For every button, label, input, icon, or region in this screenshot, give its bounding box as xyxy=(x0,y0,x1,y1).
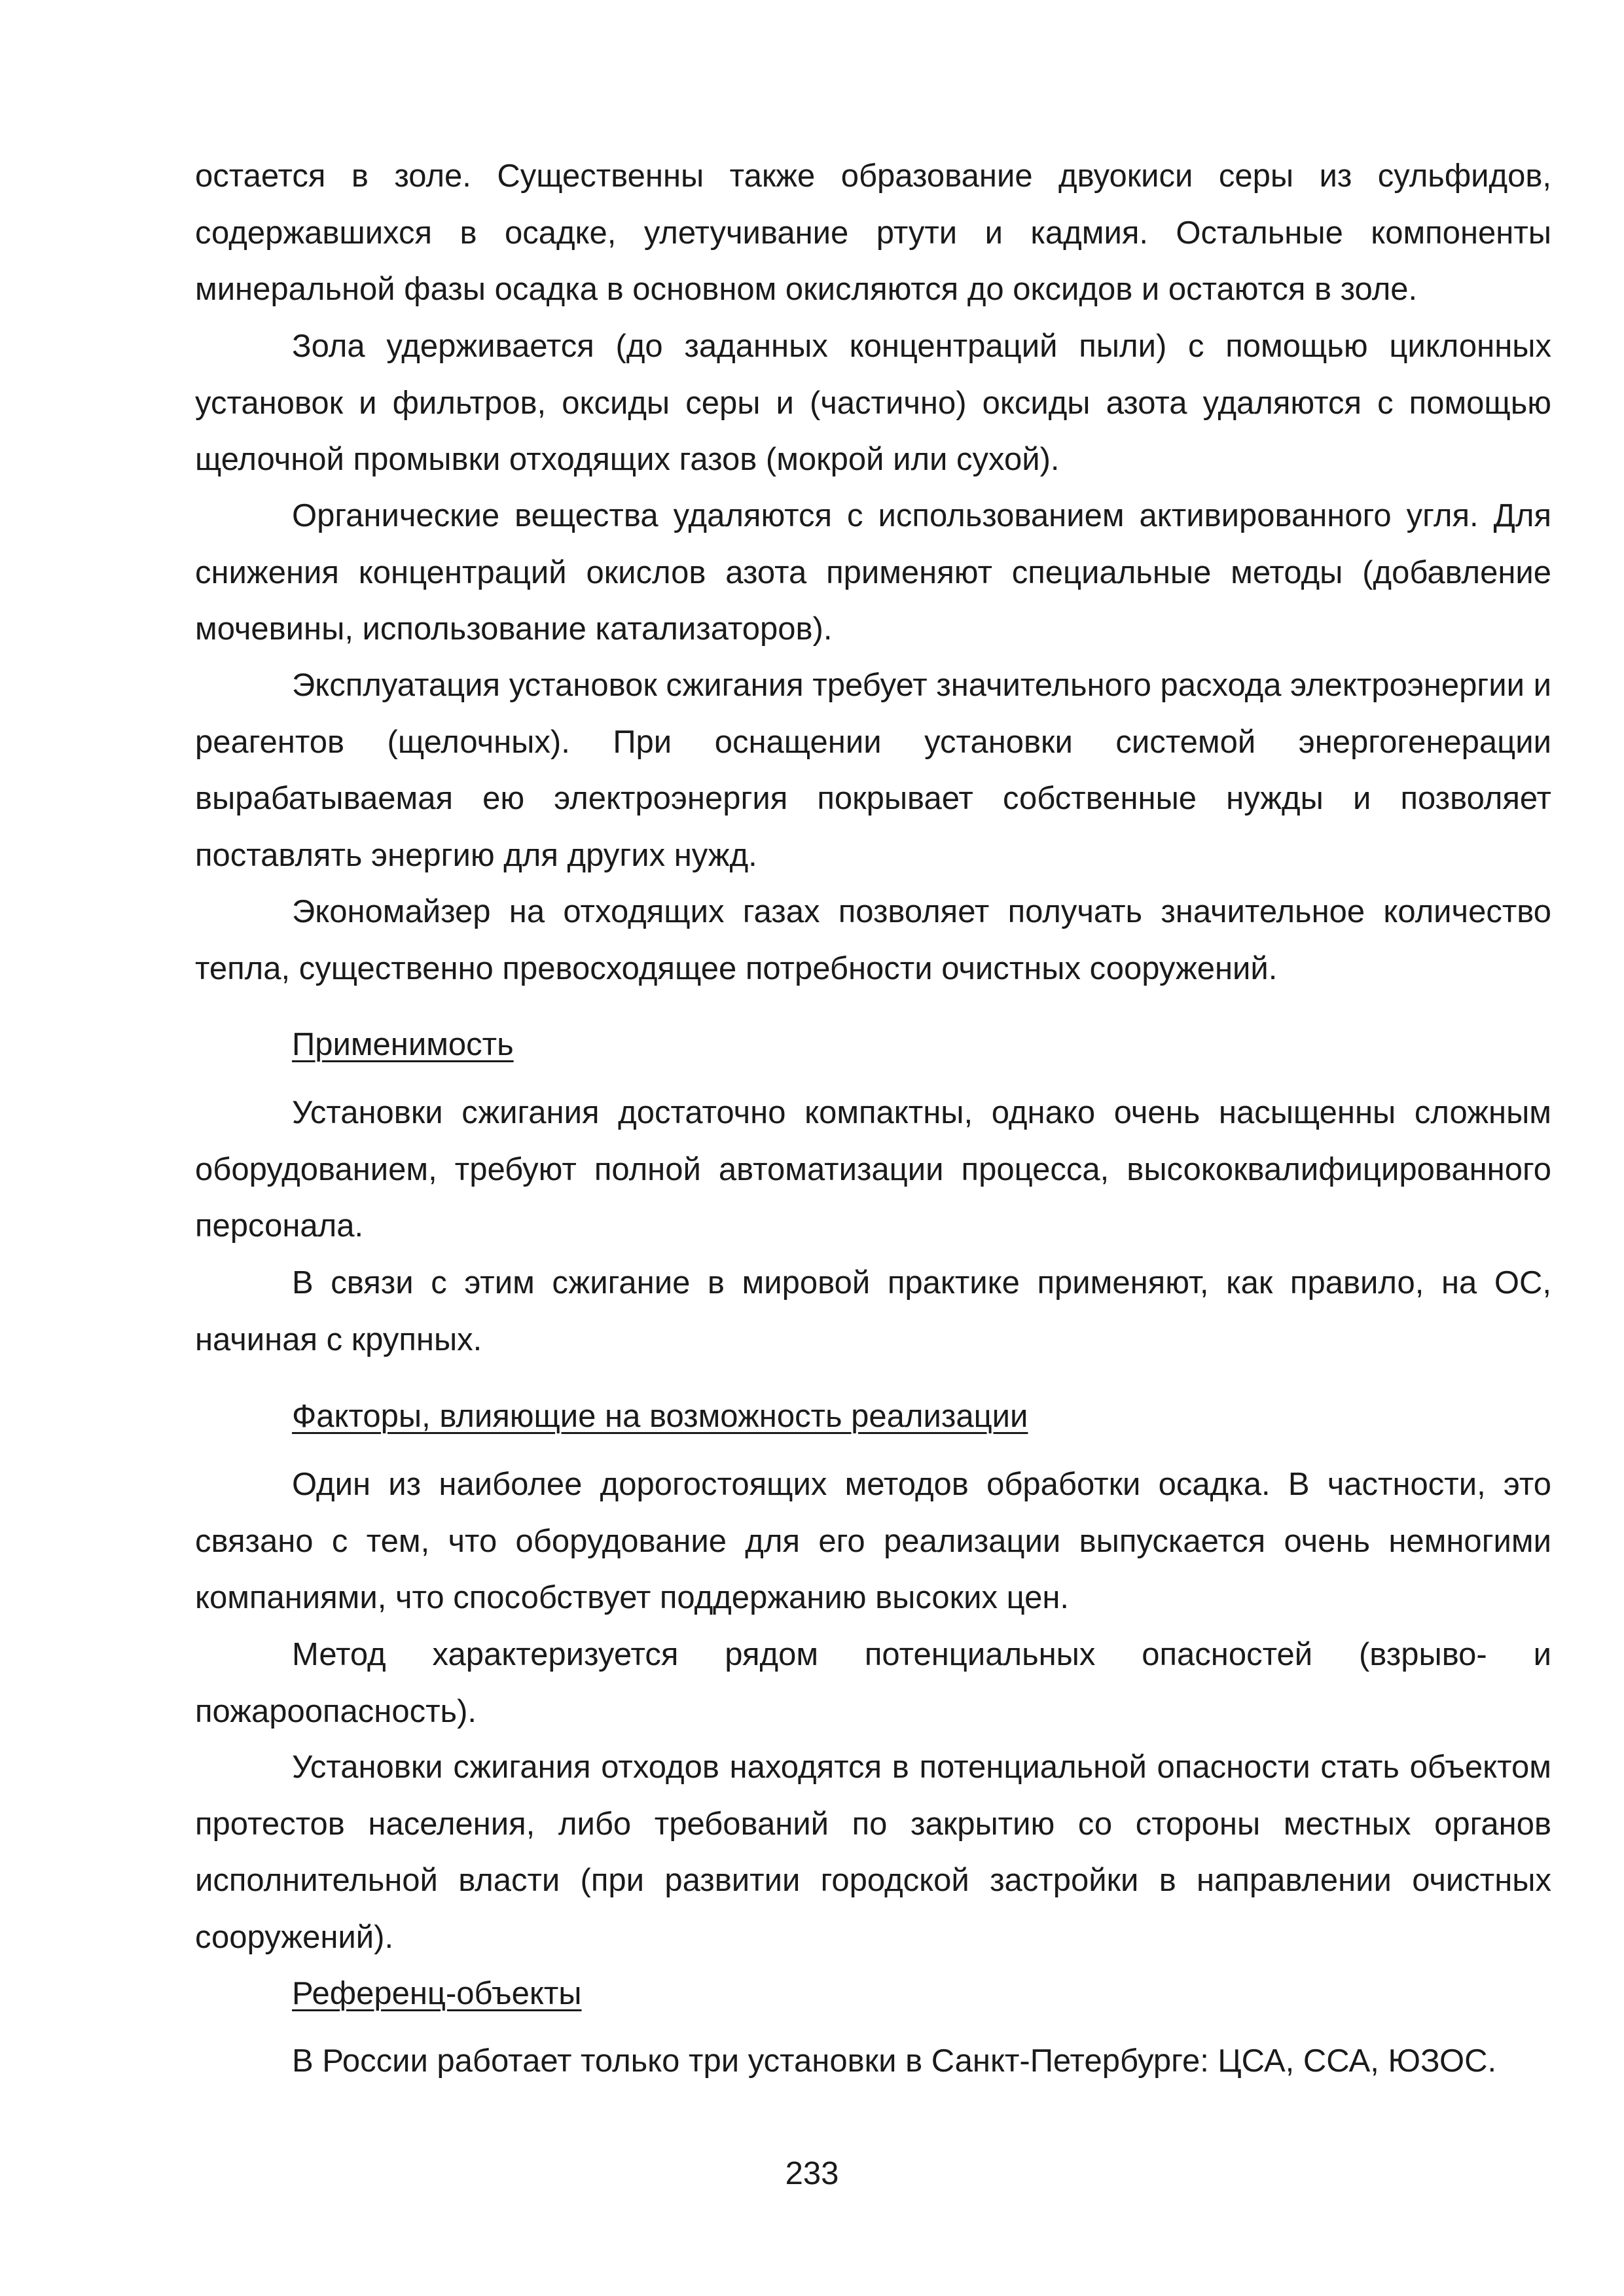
paragraph-ash-composition: остается в золе. Существенны также образование двуокиси серы из сульфидов, содержавшихся в осадке, улетучивание ртути и кадмия. Остальные компоненты минеральной фазы осадка в основном окисляются до оксидов и остаются в золе. xyxy=(195,158,1551,307)
paragraph-protests: Установки сжигания отходов находятся в потенциальной опасности стать объектом протестов населения, либо требований по закрытию со стороны местных органов исполнительной власти (при развитии городской застройки в направлении очистных сооружений). xyxy=(195,1749,1551,1955)
heading-reference-objects: Референц-объекты xyxy=(292,1976,582,2011)
paragraph-economizer: Экономайзер на отходящих газах позволяет получать значительное количество тепла, существенно превосходящее потребности очистных сооружений. xyxy=(195,894,1551,986)
paragraph-world-practice: В связи с этим сжигание в мировой практике применяют, как правило, на ОС, начиная с крупных. xyxy=(195,1265,1551,1357)
heading-applicability: Применимость xyxy=(292,1027,514,1062)
heading-factors: Факторы, влияющие на возможность реализации xyxy=(292,1399,1028,1434)
paragraph-operation: Эксплуатация установок сжигания требует значительного расхода электроэнергии и реагентов (щелочных). При оснащении установки системой энергогенерации вырабатываемая ею электроэнергия покрывает собственные нужды и позволяет поставлять энергию для других нужд. xyxy=(195,668,1551,873)
paragraph-hazards: Метод характеризуется рядом потенциальных опасностей (взрыво- и пожароопасность). xyxy=(195,1637,1551,1729)
paragraph-russia-plants: В России работает только три установки в Санкт-Петербурге: ЦСА, ССА, ЮЗОС. xyxy=(292,2043,1497,2079)
paragraph-organic-removal: Органические вещества удаляются с использованием активированного угля. Для снижения концентраций окислов азота применяют специальные методы (добавление мочевины, использование катализаторов). xyxy=(195,498,1551,647)
paragraph-ash-retention: Зола удерживается (до заданных концентраций пыли) с помощью циклонных установок и фильтров, оксиды серы и (частично) оксиды азота удаляются с помощью щелочной промывки отходящих газов (мокрой или сухой). xyxy=(195,329,1551,477)
paragraph-compactness: Установки сжигания достаточно компактны, однако очень насыщенны сложным оборудованием, требуют полной автоматизации процесса, высококвалифицированного персонала. xyxy=(195,1095,1551,1244)
page-number: 233 xyxy=(785,2156,839,2191)
paragraph-costly: Один из наиболее дорогостоящих методов обработки осадка. В частности, это связано с тем, что оборудование для его реализации выпускается очень немногими компаниями, что способствует поддержанию высоких цен. xyxy=(195,1467,1551,1615)
